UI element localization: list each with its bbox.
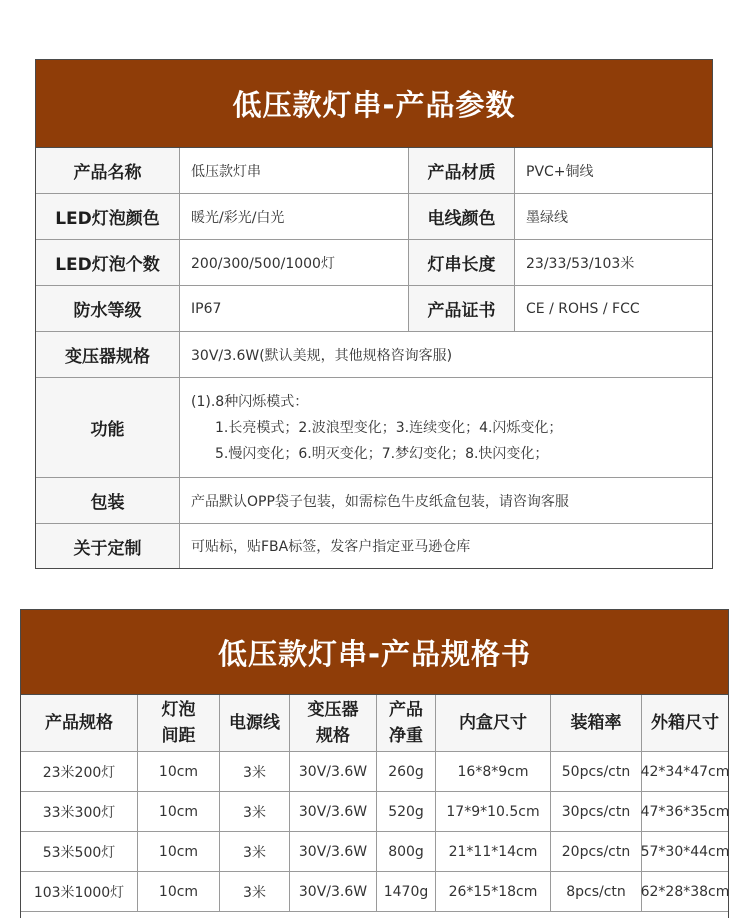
table-cell: 26*15*18cm (436, 872, 551, 911)
transformer-row (36, 332, 712, 378)
spec-header: 外箱尺寸 (642, 695, 728, 751)
table-cell: 30pcs/ctn (551, 792, 642, 831)
spec-header: 灯泡 间距 (138, 695, 220, 751)
table-cell: 30V/3.6W (290, 792, 377, 831)
table-cell: 3米 (220, 792, 290, 831)
spec-header: 产品规格 (21, 695, 138, 751)
table-cell: 16*8*9cm (436, 752, 551, 791)
params-row (36, 194, 712, 240)
table-cell: 42*34*47cm (640, 763, 730, 780)
table-cell: 33米300灯 (21, 792, 138, 831)
param-label: 灯串长度 (409, 240, 515, 285)
table-cell: 21*11*14cm (436, 832, 551, 871)
param-value: 200/300/500/1000灯 (180, 240, 409, 285)
function-row (36, 378, 712, 478)
table-cell: 30V/3.6W (290, 832, 377, 871)
params-row (36, 286, 712, 332)
param-value: 产品默认OPP袋子包装，如需棕色牛皮纸盒包装，请咨询客服 (191, 493, 569, 510)
table-cell: 8pcs/ctn (551, 872, 642, 911)
spec-title: 低压款灯串-产品规格书 (21, 610, 728, 695)
table-cell: 62*28*38cm (640, 883, 730, 900)
param-label: 变压器规格 (36, 332, 180, 377)
table-cell: 30V/3.6W (290, 752, 377, 791)
param-label: 电线颜色 (409, 194, 515, 239)
table-row (21, 832, 728, 872)
table-cell: 10cm (138, 792, 220, 831)
table-cell: 3米 (220, 872, 290, 911)
spec-header: 电源线 (220, 695, 290, 751)
spec-header: 装箱率 (551, 695, 642, 751)
table-cell: 520g (377, 792, 436, 831)
params-row (36, 240, 712, 286)
table-cell: 30V/3.6W (290, 872, 377, 911)
spec-header-row (21, 695, 728, 752)
table-cell: 10cm (138, 872, 220, 911)
function-description (180, 378, 712, 477)
table-cell: 10cm (138, 752, 220, 791)
param-label: 关于定制 (36, 524, 180, 568)
table-cell: 3米 (220, 752, 290, 791)
param-label: 功能 (36, 378, 180, 477)
table-cell: 57*30*44cm (640, 843, 730, 860)
table-cell: 23米200灯 (21, 752, 138, 791)
param-value: 暖光/彩光/白光 (180, 194, 409, 239)
param-value: 23/33/53/103米 (526, 255, 635, 272)
table-row (21, 752, 728, 792)
table-cell: 3米 (220, 832, 290, 871)
packaging-row (36, 478, 712, 524)
function-line: 1.长亮模式；2.波浪型变化；3.连续变化；4.闪烁变化； (215, 419, 563, 436)
table-cell: 53米500灯 (21, 832, 138, 871)
table-cell: 50pcs/ctn (551, 752, 642, 791)
param-label: LED灯泡个数 (36, 240, 180, 285)
table-cell: 800g (377, 832, 436, 871)
table-row (21, 792, 728, 832)
param-label: 产品材质 (409, 148, 515, 193)
param-value: 30V/3.6W(默认美规，其他规格咨询客服) (191, 347, 453, 364)
product-spec-table (20, 609, 729, 918)
table-cell: 20pcs/ctn (551, 832, 642, 871)
param-value: CE / ROHS / FCC (526, 300, 640, 317)
param-label: LED灯泡颜色 (36, 194, 180, 239)
param-value: PVC+铜线 (526, 163, 594, 180)
param-label: 产品名称 (36, 148, 180, 193)
param-label: 产品证书 (409, 286, 515, 331)
function-line: (1).8种闪烁模式： (191, 393, 309, 410)
param-value: 墨绿线 (526, 209, 568, 226)
table-cell: 1470g (377, 872, 436, 911)
param-label: 防水等级 (36, 286, 180, 331)
product-params-table (35, 59, 713, 569)
params-row (36, 148, 712, 194)
table-cell: 47*36*35cm (640, 803, 730, 820)
function-line: 5.慢闪变化；6.明灭变化；7.梦幻变化；8.快闪变化； (215, 445, 549, 462)
table-cell: 260g (377, 752, 436, 791)
table-cell: 103米1000灯 (21, 872, 138, 911)
spec-header: 变压器 规格 (290, 695, 377, 751)
custom-row (36, 524, 712, 568)
params-title: 低压款灯串-产品参数 (36, 60, 712, 148)
table-row (21, 872, 728, 912)
spec-header: 内盒尺寸 (436, 695, 551, 751)
param-value: 可贴标，贴FBA标签，发客户指定亚马逊仓库 (191, 539, 471, 555)
spec-header: 产品 净重 (377, 695, 436, 751)
param-value: 低压款灯串 (180, 148, 409, 193)
table-cell: 10cm (138, 832, 220, 871)
param-value: IP67 (180, 286, 409, 331)
param-label: 包装 (36, 478, 180, 523)
table-cell: 17*9*10.5cm (436, 792, 551, 831)
